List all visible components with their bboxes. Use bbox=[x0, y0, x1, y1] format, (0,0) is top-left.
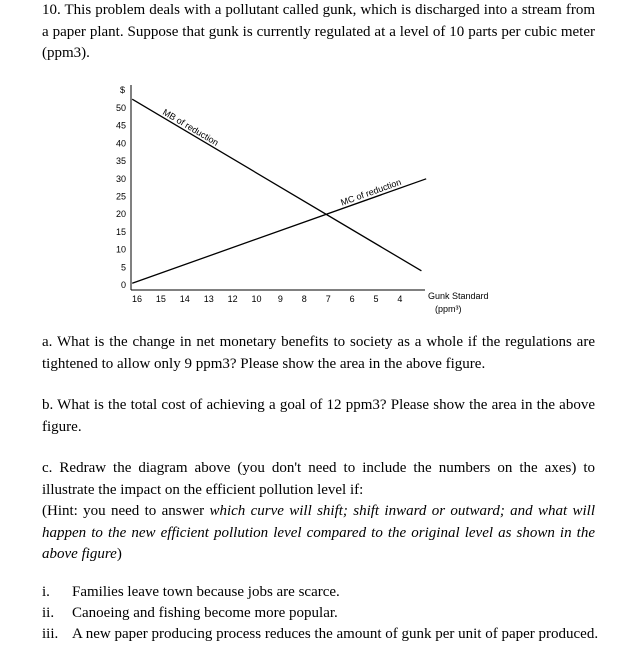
y-tick-label: 25 bbox=[115, 191, 126, 202]
x-tick-label: 15 bbox=[155, 294, 166, 304]
x-tick-label: 9 bbox=[277, 294, 283, 304]
hint-prefix: (Hint: you need to answer bbox=[42, 503, 210, 519]
hint-italic: which curve will shift; shift inward or outward; and what will happen to the new efficient pollution level compared to the original level as shown in the above figure bbox=[42, 503, 595, 562]
question-b: b. What is the total cost of achieving a goal of 12 ppm3? Please show the area in the above figure. bbox=[42, 397, 595, 435]
y-axis-label: $ bbox=[120, 85, 126, 95]
series-label-mc: MC of reduction bbox=[339, 176, 403, 208]
question-c: c. Redraw the diagram above (you don't need to include the numbers on the axes) to illustrate the impact on the efficient pollution level if: bbox=[42, 460, 595, 498]
y-tick-label: 15 bbox=[115, 226, 126, 237]
x-tick-label: 10 bbox=[251, 294, 262, 304]
list-item bbox=[42, 624, 602, 646]
series-label-mb: MB of reduction bbox=[160, 106, 221, 148]
x-tick-label: 13 bbox=[203, 294, 214, 304]
item-text: A new paper producing process reduces the amount of gunk per unit of paper produced. bbox=[72, 626, 599, 642]
y-tick-label: 30 bbox=[115, 173, 126, 184]
y-tick-label: 20 bbox=[115, 209, 126, 220]
hint-suffix: ) bbox=[116, 546, 122, 562]
item-text: Canoeing and fishing become more popular. bbox=[72, 605, 338, 621]
x-tick-label: 6 bbox=[349, 294, 355, 304]
list-item bbox=[42, 582, 602, 604]
x-tick-label: 5 bbox=[373, 294, 379, 304]
question-a: a. What is the change in net monetary benefits to society as a whole if the regulations are tightened to allow only 9 ppm3? Please show the area in the above figure. bbox=[42, 334, 595, 372]
series-line-mc bbox=[132, 176, 426, 283]
y-tick-label: 50 bbox=[115, 103, 126, 113]
item-number: ii. bbox=[42, 605, 55, 621]
y-tick-label: 0 bbox=[120, 280, 126, 290]
y-tick-label: 45 bbox=[115, 120, 126, 131]
x-tick-label: 4 bbox=[397, 294, 403, 304]
item-number: i. bbox=[42, 584, 50, 600]
list-item bbox=[42, 603, 602, 625]
x-tick-label: 8 bbox=[301, 294, 307, 304]
y-tick-label: 40 bbox=[115, 138, 126, 149]
item-text: Families leave town because jobs are scarce. bbox=[72, 584, 340, 600]
x-tick-label: 16 bbox=[131, 294, 143, 304]
question-c-hint bbox=[42, 501, 595, 566]
x-tick-label: 14 bbox=[179, 294, 190, 304]
y-tick-label: 5 bbox=[120, 262, 126, 273]
problem-intro: 10. This problem deals with a pollutant called gunk, which is discharged into a stream from a paper plant. Suppose that gunk is currently regulated at a level of 10 parts per cubic meter (ppm3). bbox=[42, 2, 595, 61]
x-tick-label: 7 bbox=[325, 294, 331, 304]
x-axis-label: Gunk Standard bbox=[428, 291, 489, 301]
gunk-chart bbox=[0, 0, 618, 330]
y-tick-label: 35 bbox=[115, 156, 126, 167]
y-tick-label: 10 bbox=[115, 244, 126, 255]
item-number: iii. bbox=[42, 626, 59, 642]
x-tick-label: 12 bbox=[227, 294, 238, 304]
x-axis-unit: (ppm³) bbox=[435, 304, 462, 314]
